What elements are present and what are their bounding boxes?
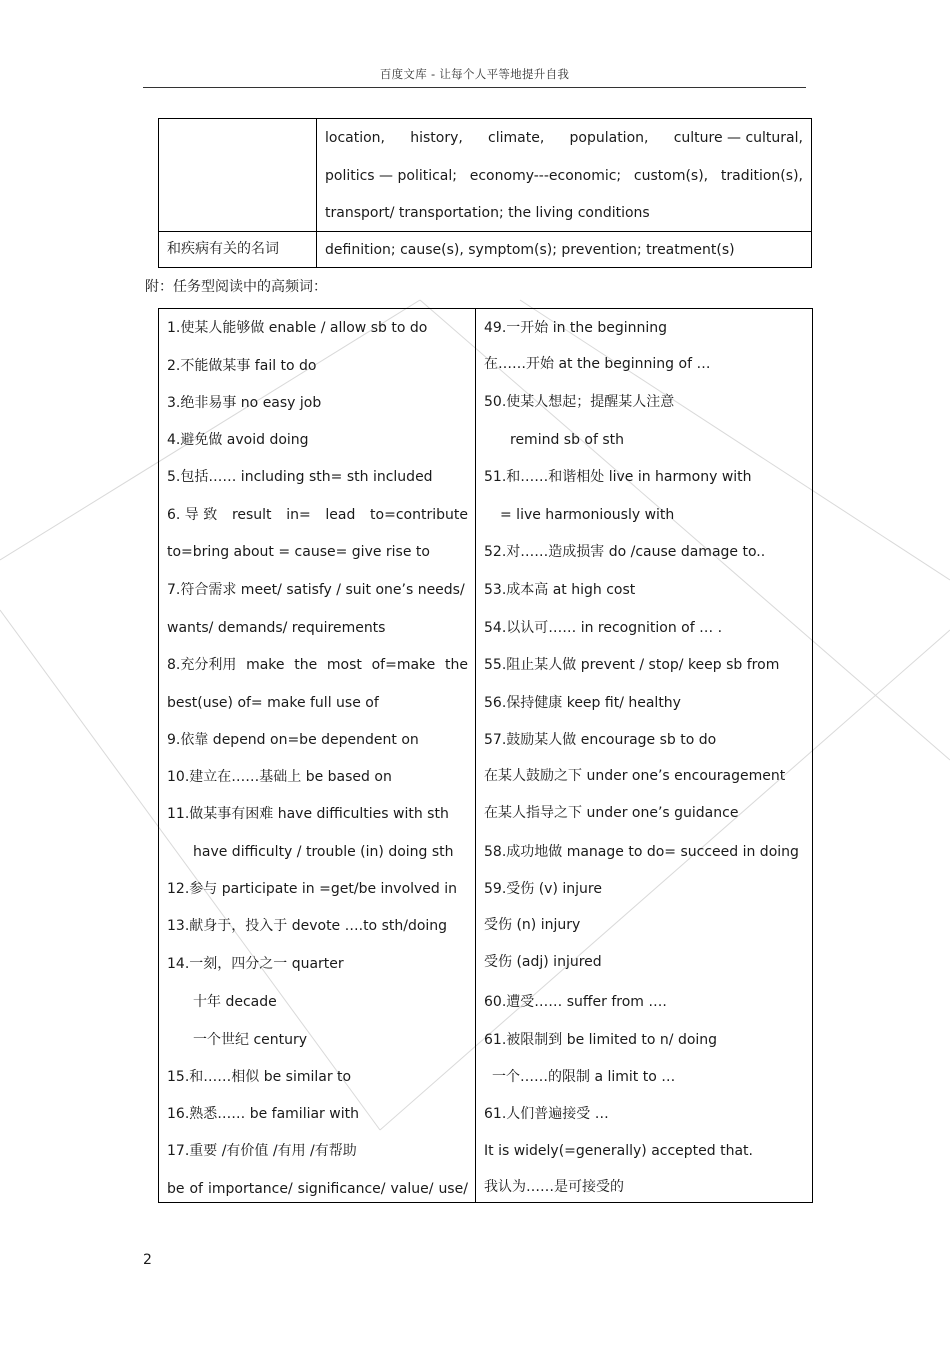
list-item: 10.建立在……基础上 be based on — [167, 769, 392, 785]
list-item: 1.使某人能够做 enable / allow sb to do — [167, 320, 428, 336]
list-item: best(use) of= make full use of — [167, 695, 379, 711]
list-item: 在某人鼓励之下 under one’s encouragement — [484, 768, 786, 784]
list-item: 9.依靠 depend on=be dependent on — [167, 732, 419, 748]
list-item: have difficulty / trouble (in) doing sth — [193, 844, 454, 860]
list-item: 在……开始 at the beginning of … — [484, 356, 711, 372]
nouns-table — [158, 118, 812, 268]
list-item: 2.不能做某事 fail to do — [167, 358, 317, 374]
list-item: 56.保持健康 keep fit/ healthy — [484, 695, 681, 711]
list-item: 55.阻止某人做 prevent / stop/ keep sb from — [484, 657, 780, 673]
list-item: 受伤 (n) injury — [484, 917, 581, 933]
list-item: 12.参与 participate in =get/be involved in — [167, 881, 458, 897]
list-item: 51.和……和谐相处 live in harmony with — [484, 469, 752, 485]
table-text-line: politics — political; economy---economic; custom(s), tradition(s), — [325, 168, 803, 184]
vocab-column-right — [476, 309, 812, 1202]
list-item: 14.一刻，四分之一 quarter — [167, 956, 344, 972]
table-row-value: definition; cause(s), symptom(s); prevention; treatment(s) — [325, 242, 735, 258]
page-number: 2 — [143, 1252, 152, 1268]
list-item: to=bring about = cause= give rise to — [167, 544, 430, 560]
list-item: 受伤 (adj) injured — [484, 954, 602, 970]
list-item: 17.重要 /有价值 /有用 /有帮助 — [167, 1143, 357, 1159]
list-item: 61.被限制到 be limited to n/ doing — [484, 1032, 718, 1048]
list-item: 一个世纪 century — [193, 1032, 308, 1048]
vocab-column-left — [159, 309, 475, 1202]
vocab-table — [158, 308, 813, 1203]
table-text-line: transport/ transportation; the living conditions — [325, 205, 650, 221]
list-item: = live harmoniously with — [500, 507, 675, 523]
page-header: 百度文库 - 让每个人平等地提升自我 — [143, 66, 806, 88]
list-item: wants/ demands/ requirements — [167, 620, 386, 636]
list-item: It is widely(=generally) accepted that. — [484, 1143, 754, 1159]
list-item: 15.和……相似 be similar to — [167, 1069, 352, 1085]
list-item: 3.绝非易事 no easy job — [167, 395, 322, 411]
table-text-line: location, history, climate, population, culture — cultural, — [325, 130, 803, 146]
list-item: 8.充分利用 make the most of=make the — [167, 657, 468, 673]
list-item: 54.以认可…… in recognition of … . — [484, 620, 723, 636]
list-item: 13.献身于，投入于 devote ….to sth/doing — [167, 918, 448, 934]
list-item: 61.人们普遍接受 … — [484, 1106, 609, 1122]
list-item: 49.一开始 in the beginning — [484, 320, 668, 336]
list-item: 我认为……是可接受的 — [484, 1179, 624, 1195]
list-item: 58.成功地做 manage to do= succeed in doing — [484, 844, 799, 860]
table-row-label: 和疾病有关的名词 — [167, 241, 279, 257]
list-item: 57.鼓励某人做 encourage sb to do — [484, 732, 717, 748]
list-item: 7.符合需求 meet/ satisfy / suit one’s needs/ — [167, 582, 465, 598]
list-item: 11.做某事有困难 have difficulties with sth — [167, 806, 449, 822]
list-item: remind sb of sth — [510, 432, 625, 448]
list-item: 在某人指导之下 under one’s guidance — [484, 805, 739, 821]
list-item: 6. 导 致 result in= lead to=contribute — [167, 507, 468, 523]
list-item: be of importance/ significance/ value/ use/ — [167, 1181, 468, 1197]
list-item: 一个……的限制 a limit to … — [492, 1069, 676, 1085]
list-item: 50.使某人想起；提醒某人注意 — [484, 394, 675, 410]
list-item: 60.遭受…… suffer from …. — [484, 994, 667, 1010]
table-divider — [159, 231, 811, 232]
list-item: 十年 decade — [193, 994, 277, 1010]
list-item: 5.包括…… including sth= sth included — [167, 469, 433, 485]
list-item: 59.受伤 (v) injure — [484, 881, 602, 897]
list-item: 4.避免做 avoid doing — [167, 432, 309, 448]
list-item: 52.对……造成损害 do /cause damage to.. — [484, 544, 766, 560]
list-item: 53.成本高 at high cost — [484, 582, 636, 598]
list-item: 16.熟悉…… be familiar with — [167, 1106, 359, 1122]
appendix-title: 附：任务型阅读中的高频词： — [145, 279, 327, 295]
